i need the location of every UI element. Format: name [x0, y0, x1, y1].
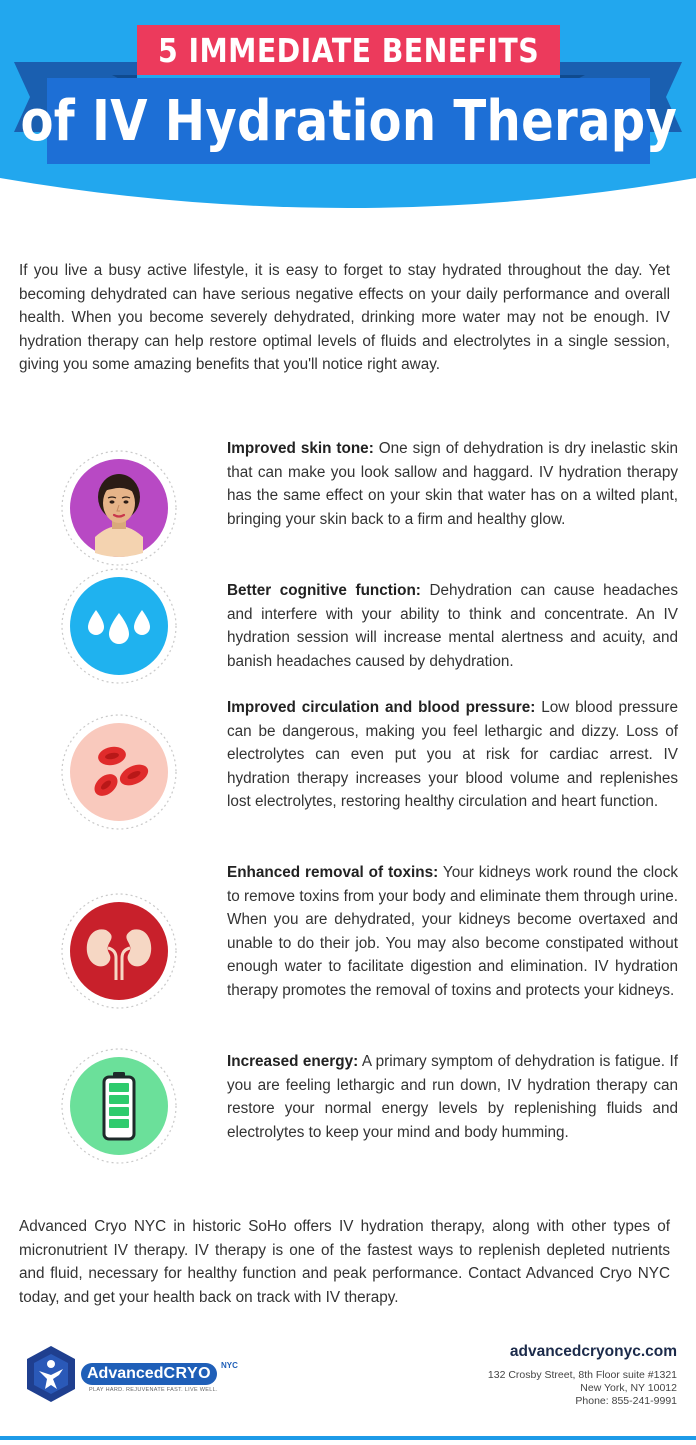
- logo-wordmark: [81, 1363, 217, 1385]
- benefit-heading: Better cognitive function:: [227, 582, 421, 599]
- logo-hexagon-icon: [25, 1345, 77, 1403]
- footer-contact: [488, 1343, 677, 1408]
- logo-nyc: NYC: [221, 1361, 238, 1370]
- logo-word-cryo: CRYO: [163, 1365, 212, 1382]
- benefit-text: [227, 579, 678, 673]
- battery-icon: [60, 1047, 178, 1165]
- benefit-heading: Improved circulation and blood pressure:: [227, 699, 536, 716]
- intro-paragraph: If you live a busy active lifestyle, it is easy to forget to stay hydrated throughout the day. Yet becoming dehydrated can have serious negative effects on your daily performance and overall health. When you become severely dehydrated, drinking more water may not be enough. IV hydration therapy can help restore optimal levels of fluids and electrolytes in a single session, giving you some amazing benefits that you'll notice right away.: [19, 262, 670, 374]
- footer-bar: [0, 1436, 696, 1440]
- benefit-body: A primary symptom of dehydration is fatigue. If you are feeling lethargic and run down, IV hydration therapy can restore your normal energy levels by replenishing fluids and electrolytes to keep your mind and body humming.: [227, 1053, 679, 1141]
- kidneys-icon: [60, 892, 178, 1010]
- water-drops-icon: [60, 567, 178, 685]
- benefit-text: [227, 861, 678, 1003]
- logo-word-advanced: Advanced: [87, 1365, 164, 1382]
- benefit-text: [227, 1050, 678, 1144]
- benefit-text: [227, 437, 678, 531]
- phone-number[interactable]: Phone: 855-241-9991: [575, 1395, 677, 1407]
- title-top-ribbon: [137, 25, 560, 75]
- benefit-heading: Increased energy:: [227, 1053, 359, 1070]
- closing-paragraph: Advanced Cryo NYC in historic SoHo offers IV hydration therapy, along with other types of micronutrient IV therapy. IV therapy is one of the fastest ways to replenish depleted nutrients and fluid, necessary for healthy function and peak performance. Contact Advanced Cryo NYC today, and get your health back on track with IV therapy.: [19, 1218, 670, 1306]
- title-main-ribbon: [20, 78, 677, 164]
- benefit-body: Low blood pressure can be dangerous, making you feel lethargic and dizzy. Loss of electrolytes can even put you at risk for cardiac arrest. IV hydration therapy increases your blood volume and replenishes lost electrolytes, restoring healthy circulation and heart function.: [227, 699, 678, 811]
- benefit-body: Your kidneys work round the clock to remove toxins from your body and eliminate them through urine. When you are dehydrated, your kidneys become overtaxed and unable to do their job. You may also become constipated without enough water to facilitate digestion and elimination. IV hydration therapy promotes the removal of toxins and protects your kidneys.: [227, 864, 678, 999]
- benefit-text: [227, 696, 678, 814]
- header-banner: [0, 0, 696, 215]
- woman-face-icon: [60, 449, 178, 567]
- website-link[interactable]: advancedcryonyc.com: [509, 1343, 677, 1360]
- page-title: of IV Hydration Therapy: [20, 88, 677, 154]
- logo-tagline: PLAY HARD. REJUVENATE FAST. LIVE WELL.: [89, 1387, 218, 1393]
- address-line-2: New York, NY 10012: [580, 1382, 677, 1394]
- benefit-body: Dehydration can cause headaches and interfere with your ability to think and concentrate. An IV hydration session will increase mental alertness and acuity, and banish headaches caused by dehydration.: [227, 582, 679, 670]
- title-top: 5 IMMEDIATE BENEFITS: [157, 30, 540, 70]
- blood-cells-icon: [60, 713, 178, 831]
- benefit-body: One sign of dehydration is dry inelastic skin that can make you look sallow and haggard. IV hydration therapy has the same effect on your skin that water has on a wilted plant, bringing your skin back to a firm and healthy glow.: [227, 440, 679, 528]
- address-line-1: 132 Crosby Street, 8th Floor suite #1321: [487, 1369, 677, 1381]
- benefit-heading: Improved skin tone:: [227, 440, 374, 457]
- advanced-cryo-logo[interactable]: [25, 1343, 255, 1403]
- benefit-heading: Enhanced removal of toxins:: [227, 864, 439, 881]
